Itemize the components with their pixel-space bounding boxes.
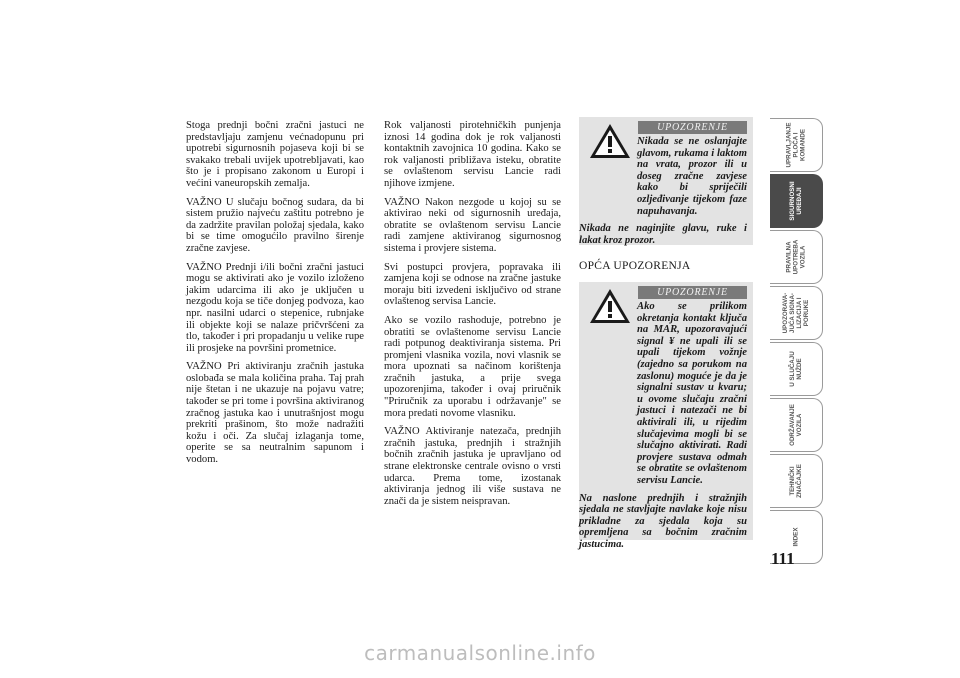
paragraph: Stoga prednji bočni zračni jastuci ne predstavljaju zamjenu većnadopunu pri upotrebi sigurnosnih pojaseva koji bi se svakako trebali uvijek upotrebljavati, kao što je i propisano zakonom u Europi i većini vaneuropskih zemalja. xyxy=(186,120,364,189)
warning-box xyxy=(579,282,753,550)
paragraph: VAŽNO U slučaju bočnog sudara, da bi sistem pružio najveću zaštitu potrebno je da zadržite pravilan položaj sjedala, kako bi se time omogućilo pravilno širenje zračne zavjese. xyxy=(186,196,364,254)
paragraph: VAŽNO Aktiviranje natezača, prednjih zračnih jastuka, prednjih i stražnjih bočnih zračnih jastuka je upravljano od strane elektronske centrale ovisno o vrsti udarca. Prema tome, izostanak aktiviranja jednog ili više sustava ne znači da je sistem neispravan. xyxy=(384,426,561,507)
section-heading: OPĆA UPOZORENJA xyxy=(579,260,691,272)
tab-index[interactable]: INDEX xyxy=(770,510,823,564)
warning-text: Nikada ne naginjite glavu, ruke i lakat kroz prozor. xyxy=(579,223,747,246)
tab-upozoravajuca-signalizacija[interactable]: UPOZORAVA-JUĆA SIGNA-LIZACIJA I PORUKE xyxy=(770,286,823,340)
warning-box xyxy=(579,117,753,245)
paragraph: Ako se vozilo rashoduje, potrebno je obratiti se ovlaštenome servisu Lancie radi potpunog deaktiviranja sistema. Pri promjeni vlasnika vozila, novi vlasnik se mora upoznati sa načinom korištenja zračnih jastuka, a prije svega upozorenjima, također i ovaj priručnik "Priručnik za uporabu i održavanje" se mora predati novome vlasniku. xyxy=(384,314,561,419)
tab-odrzavanje-vozila[interactable]: ODRŽAVANJE VOZILA xyxy=(770,398,823,452)
paragraph: VAŽNO Prednji i/ili bočni zračni jastuci mogu se aktivirati ako je vozilo izloženo jakim udarcima ili ako je uključen u nezgodu koja se tiče donjeg podvoza, kao npr. nasilni udarci o stepenice, rubnjake ili objekte koji se nalaze pričvršćeni za tlo, također i pri propadanju u velike rupe ili prosjeke na površini prometnice. xyxy=(186,261,364,354)
warning-title: UPOZORENJE xyxy=(638,286,747,299)
warning-text: Ako se prilikom okretanja kontakt ključa na MAR, upozoravajući signal ¥ ne upali ili se upali tijekom vožnje (zajedno sa porukom na zaslonu) moguće je da je signalni sustav u kvaru; u ovome slučaju zračni jastuci i natezači ne bi aktivirali ili, u rijedim slučajevima mogli bi se slučajno aktivirati. Radi provjere sustava odmah se obratite se ovlaštenom servisu Lancie. xyxy=(637,301,747,486)
warning-text: Nikada se ne oslanjajte glavom, rukama i laktom na vrata, prozor ili u doseg zračne zavjese kako bi spriječili ozljeđivanje tijekom faze napuhavanja. xyxy=(637,136,747,217)
paragraph: Svi postupci provjera, popravaka ili zamjena koji se odnose na zračne jastuke moraju biti izvedeni isključivo od strane ovlaštenog servisa Lancie. xyxy=(384,261,561,308)
paragraph: VAŽNO Nakon nezgode u kojoj su se aktivirao neki od sigurnosnih uređaja, obratite se ovlaštenom servisu Lancie radi zamjene aktiviranog sigurnosnog sistema i provjere sistema. xyxy=(384,196,561,254)
tab-sigurnosni-uredaji[interactable]: SIGURNOSNI UREĐAJI xyxy=(770,174,823,228)
watermark: carmanualsonline.info xyxy=(364,641,596,665)
text-column-middle xyxy=(384,120,561,514)
tab-u-slucaju-nuzde[interactable]: U SLUČAJU NUŽDE xyxy=(770,342,823,396)
text-column-left xyxy=(186,120,364,473)
paragraph: Rok valjanosti pirotehničkih punjenja iznosi 14 godina dok je rok valjanosti kontaktnih zavojnica 10 godina. Kako se rok valjanosti približava isteku, obratite se ovlaštenom servisu Lancie radi njihove izmjene. xyxy=(384,120,561,189)
warning-title: UPOZORENJE xyxy=(638,121,747,134)
tab-pravilna-upotreba[interactable]: PRAVILNA UPOTREBA VOZILA xyxy=(770,230,823,284)
tab-upravljanje[interactable]: UPRAVLJANJE PLOČA I KOMANDE xyxy=(770,118,823,172)
page-number: 111 xyxy=(771,549,795,568)
tab-tehnicki-znacajke[interactable]: TEHNIČKI ZNAČAJKE xyxy=(770,454,823,508)
warning-text: Na naslone prednjih i stražnjih sjedala ne stavljajte navlake koje nisu prikladne za sjedala koja su opremljena sa bočnim zračnim jastucima. xyxy=(579,492,747,550)
paragraph: VAŽNO Pri aktiviranju zračnih jastuka oslobađa se mala količina praha. Taj prah nije štetan i ne ukazuje na pojavu vatre; također se pri tome i površina aktiviranog zračnog jastuka kao i unutrašnjost mogu prekriti prašinom, što može nadražiti kožu i oči. Za slučaj izlaganja tome, operite se sa neutralnim sapunom i vodom. xyxy=(186,361,364,466)
